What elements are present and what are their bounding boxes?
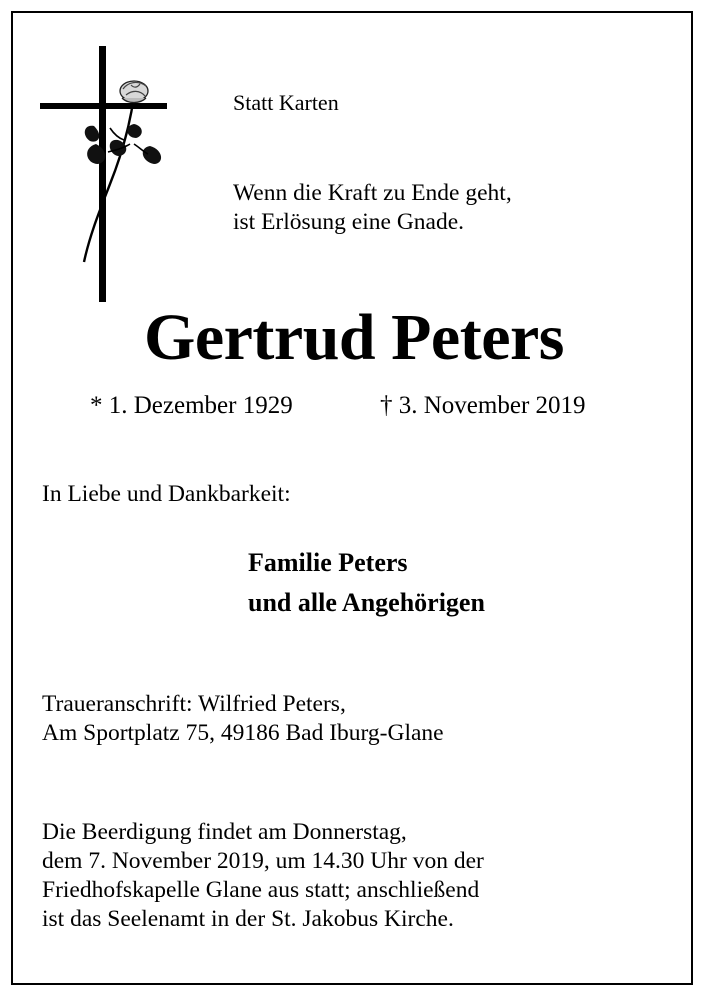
- mourners-names: Familie Peters und alle Angehörigen: [248, 548, 485, 618]
- statt-karten-label: Statt Karten: [233, 90, 339, 115]
- cross-with-rose-icon: [38, 44, 173, 306]
- birth-date: * 1. Dezember 1929: [90, 392, 293, 419]
- mourners-intro: In Liebe und Dankbarkeit:: [42, 481, 291, 507]
- funeral-details: Die Beerdigung findet am Donnerstag, dem 7. November 2019, um 14.30 Uhr von der Friedhofskapelle Glane aus statt; anschließend ist das Seelenamt in der St. Jakobus Kirche.: [42, 819, 484, 933]
- deceased-name: Gertrud Peters: [144, 301, 564, 374]
- mourning-address: Traueranschrift: Wilfried Peters, Am Sportplatz 75, 49186 Bad Iburg-Glane: [42, 691, 444, 747]
- death-date: † 3. November 2019: [380, 392, 586, 419]
- motto-text: Wenn die Kraft zu Ende geht, ist Erlösung eine Gnade.: [233, 180, 512, 235]
